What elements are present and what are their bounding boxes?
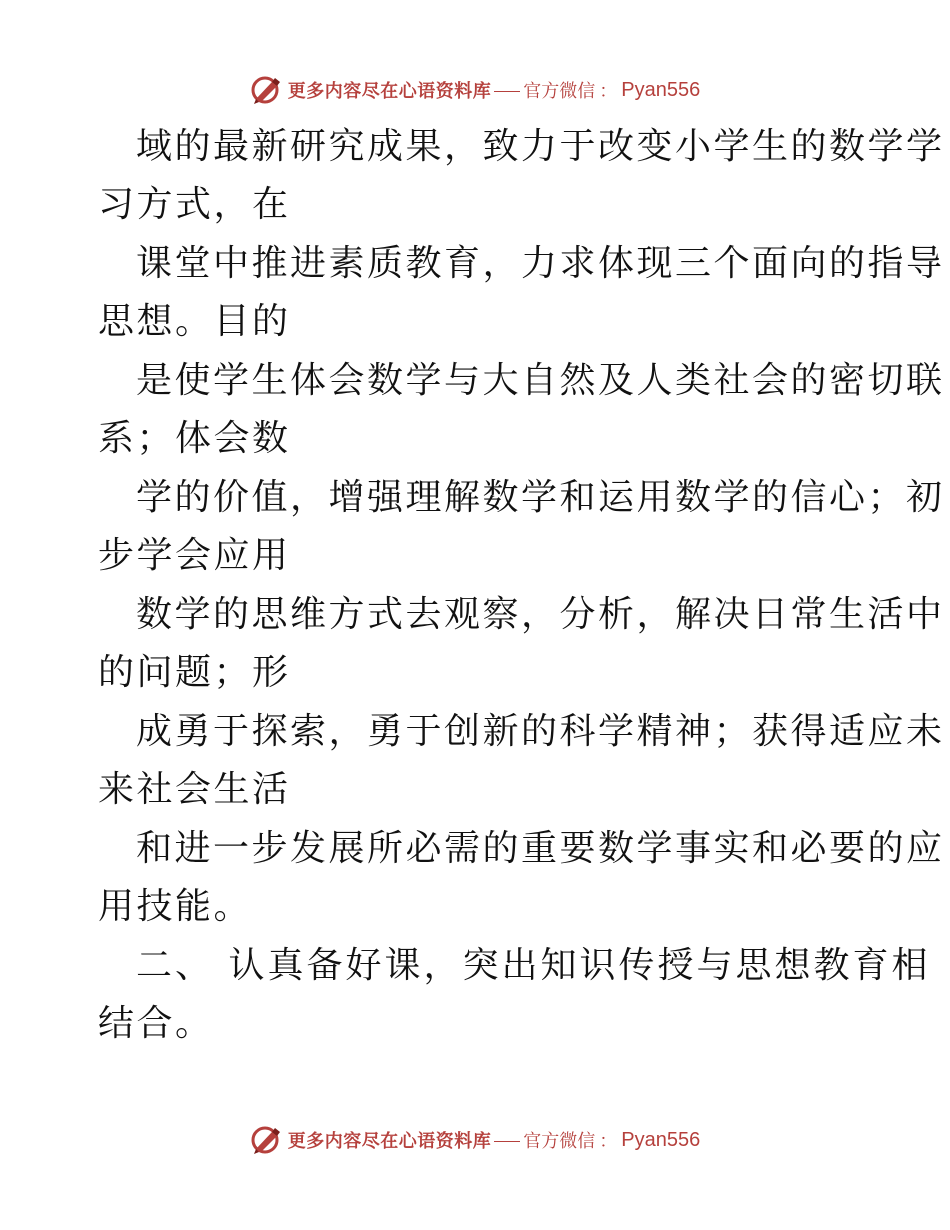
body-line: 数学的思维方式去观察，分析，解决日常生活中 [136,594,945,635]
body-line: 步学会应用 [98,535,291,576]
body-line: 成勇于探索，勇于创新的科学精神；获得适应未 [136,711,945,752]
watermark-colon: ： [599,81,618,102]
watermark-dash [494,1141,520,1142]
body-line: 结合。 [98,1003,214,1044]
body-line: 用技能。 [98,886,253,927]
watermark-title: 更多内容尽在心语资料库 [287,1131,492,1152]
watermark-dash [494,91,520,92]
watermark-wechat-id: Pyan556 [621,78,701,101]
pen-logo-icon [250,1123,284,1157]
watermark-colon: ： [599,1131,618,1152]
body-line: 是使学生体会数学与大自然及人类社会的密切联 [136,360,945,401]
body-line: 来社会生活 [98,769,291,810]
page-header-watermark [0,72,950,108]
watermark-wechat-id: Pyan556 [621,1128,701,1151]
body-line: 和进一步发展所必需的重要数学事实和必要的应 [136,828,945,869]
body-line: 域的最新研究成果，致力于改变小学生的数学学 [136,126,945,167]
body-line: 思想。目的 [98,301,291,342]
watermark-title: 更多内容尽在心语资料库 [287,81,492,102]
body-line: 习方式，在 [98,184,291,225]
watermark-official-label: 官方微信 [523,81,596,102]
body-line: 系；体会数 [98,418,291,459]
watermark-official-label: 官方微信 [523,1131,596,1152]
page-footer-watermark [0,1122,950,1158]
body-line: 课堂中推进素质教育，力求体现三个面向的指导 [136,243,945,284]
pen-logo-icon [250,73,284,107]
body-line: 学的价值，增强理解数学和运用数学的信心；初 [136,477,945,518]
section-heading: 二、 认真备好课，突出知识传授与思想教育相 [136,945,931,986]
body-line: 的问题；形 [98,652,291,693]
